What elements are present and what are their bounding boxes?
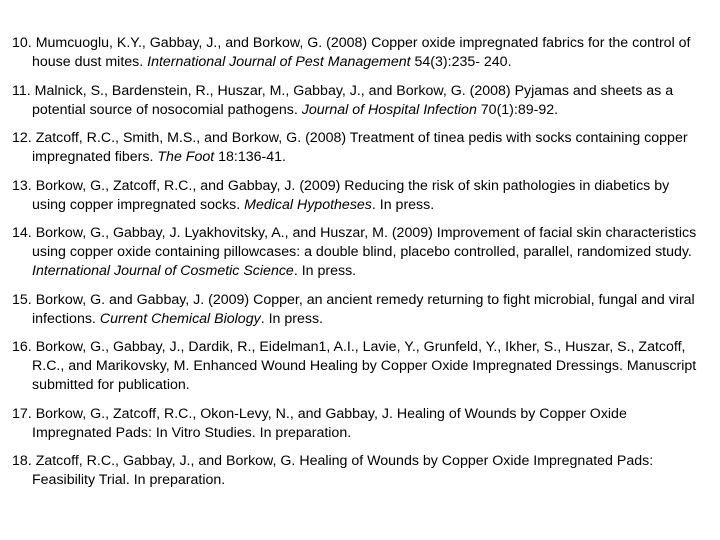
reference-text: Zatcoff, R.C., Smith, M.S., and Borkow, G. (2008) Treatment of tinea pedis with socks containing copper impregnated fibers. — [32, 130, 688, 165]
reference-journal: Medical Hypotheses — [244, 196, 372, 213]
reference-text: Borkow, G., Gabbay, J. Lyakhovitsky, A., and Huszar, M. (2009) Improvement of facial skin characteristics using copper oxide containing pillowcases: a double blind, placebo controlled, parallel, randomized study. — [32, 225, 697, 260]
reference-number: 16. — [12, 339, 32, 355]
reference-text: Zatcoff, R.C., Gabbay, J., and Borkow, G. Healing of Wounds by Copper Oxide Impregnated Pads: Feasibility Trial. In preparation. — [32, 453, 654, 488]
reference-number: 12. — [12, 130, 32, 146]
reference-journal: International Journal of Pest Management — [147, 54, 411, 70]
reference-item — [12, 291, 706, 329]
reference-citation: 54(3):235- 240. — [410, 54, 512, 70]
reference-item — [12, 34, 706, 72]
reference-journal: International Journal of Cosmetic Science — [32, 263, 294, 279]
reference-item — [12, 452, 706, 490]
reference-number: 15. — [12, 291, 32, 308]
reference-citation: . In press. — [260, 310, 323, 327]
reference-text: Borkow, G., Gabbay, J., Dardik, R., Eidelman1, A.I., Lavie, Y., Grunfeld, Y., Ikher, S., Huszar, S., Zatcoff, R.C., and Marikovsky, M. Enhanced Wound Healing by Copper Oxide Impregnated Dressings. Manuscript submitted for publication. — [32, 339, 697, 393]
reference-number: 17. — [12, 405, 32, 422]
reference-number: 11. — [12, 82, 31, 99]
reference-item — [12, 224, 706, 281]
reference-citation: . In press. — [371, 196, 435, 213]
reference-journal: The Foot — [157, 149, 215, 165]
reference-text: Malnick, S., Bardenstein, R., Huszar, M., Gabbay, J., and Borkow, G. (2008) Pyjamas and sheets as a potential source of nosocomial pathogens. — [32, 82, 674, 118]
reference-journal: Journal of Hospital Infection — [301, 101, 477, 118]
reference-citation: 70(1):89-92. — [476, 101, 559, 118]
reference-number: 18. — [12, 453, 32, 469]
reference-number: 10. — [12, 35, 32, 51]
reference-text: Mumcuoglu, K.Y., Gabbay, J., and Borkow, G. (2008) Copper oxide impregnated fabrics for the control of house dust mites. — [32, 35, 691, 70]
reference-text: Borkow, G., Zatcoff, R.C., Okon-Levy, N., and Gabbay, J. Healing of Wounds by Copper Oxide Impregnated Pads: In Vitro Studies. In preparation. — [32, 405, 627, 441]
reference-citation: . In press. — [293, 263, 357, 279]
reference-journal: Current Chemical Biology — [99, 310, 261, 327]
reference-item — [12, 405, 706, 443]
reference-number: 13. — [12, 177, 32, 194]
reference-item — [12, 177, 706, 215]
reference-text: Borkow, G., Zatcoff, R.C., and Gabbay, J. (2009) Reducing the risk of skin pathologies in diabetics by using copper impregnated socks. — [32, 177, 670, 213]
reference-number: 14. — [12, 225, 32, 241]
reference-item — [12, 338, 706, 395]
reference-list — [12, 34, 706, 490]
reference-citation: 18:136-41. — [214, 149, 286, 165]
reference-item — [12, 129, 706, 167]
reference-text: Borkow, G. and Gabbay, J. (2009) Copper, an ancient remedy returning to fight microbial, fungal and viral infections. — [32, 291, 695, 327]
reference-item — [12, 82, 706, 120]
